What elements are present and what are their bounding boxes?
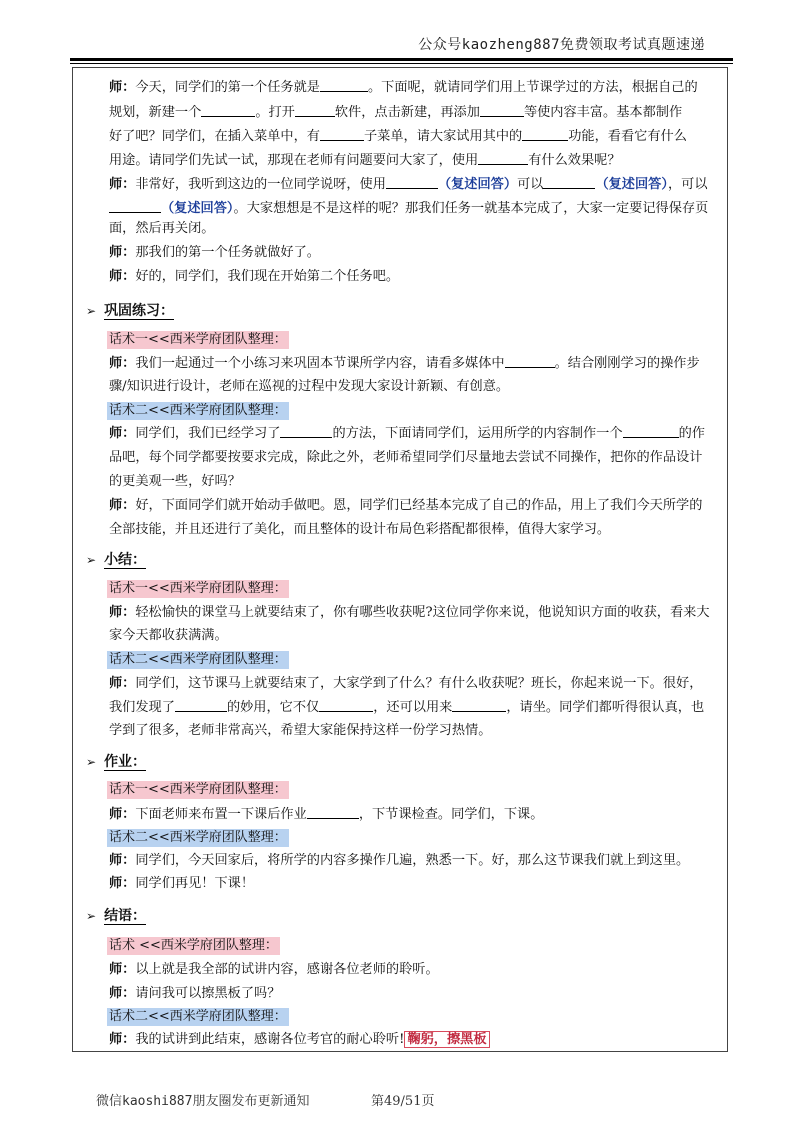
closing-line-3: 师：我的试讲到此结束，感谢各位考官的耐心聆听! 鞠躬，擦黑板 (109, 1031, 490, 1049)
arrow-icon: ➢ (86, 304, 97, 318)
blank (307, 806, 359, 819)
homework-line-3: 师：同学们再见！下课！ (109, 876, 255, 891)
blank (319, 699, 373, 712)
summary-line-1: 师：轻松愉快的课堂马上就要结束了，你有哪些收获呢?这位同学你来说，他说知识方面的收获，看来大 (109, 605, 710, 620)
blank (280, 425, 332, 438)
summary-line-2: 家今天都收获满满。 (109, 628, 228, 643)
blank (320, 79, 368, 92)
section-summary: ➢ 小结： (86, 552, 147, 568)
blank (522, 128, 568, 141)
practice-line-5: 的更美观一些，好吗？ (109, 474, 241, 489)
blank (175, 699, 227, 712)
closing-line-1: 师：以上就是我全部的试讲内容，感谢各位老师的聆听。 (109, 962, 439, 977)
stage-direction: 鞠躬，擦黑板 (404, 1031, 489, 1048)
summary-line-5: 学到了很多，老师非常高兴，希望大家能保持这样一份学习热情。 (109, 723, 492, 738)
intro-line-4: 用途。请同学们先试一试，那现在老师有问题要问大家了，使用 有什么效果呢？ (109, 153, 621, 168)
blank (543, 176, 595, 189)
practice-line-7: 全部技能，并且还进行了美化，而且整体的设计布局色彩搭配都很棒，值得大家学习。 (109, 522, 611, 537)
blank (109, 200, 161, 213)
homework-line-2: 师：同学们，今天回家后，将所学的内容多操作几遍，熟悉一下。好，那么这节课我们就上到这里。 (109, 853, 690, 868)
page-number: 第49/51页 (371, 1094, 435, 1109)
header-text: 公众号kaozheng887免费领取考试真题速递 (418, 37, 705, 53)
blank (480, 104, 524, 117)
closing-line-2: 师：请问我可以擦黑板了吗？ (109, 986, 281, 1001)
practice-line-6: 师：好，下面同学们就开始动手做吧。恩，同学们已经基本完成了自己的作品，用上了我们今天所学的 (109, 498, 703, 513)
blank (201, 104, 255, 117)
blank (295, 104, 335, 117)
practice-line-3: 师：同学们，我们已经学习了 的方法，下面请同学们，运用所学的内容制作一个 的作 (109, 426, 705, 441)
footer-wechat-note: 微信kaoshi887朋友圈发布更新通知 (96, 1094, 310, 1109)
section-closing: ➢ 结语： (86, 908, 147, 924)
script-tag-1: 话术 <<西米学府团队整理： (109, 938, 278, 953)
intro-line-9: 师：好的，同学们，我们现在开始第二个任务吧。 (109, 269, 400, 284)
script-tag-2: 话术二<<西米学府团队整理： (109, 403, 287, 418)
blank (320, 128, 364, 141)
summary-line-3: 师：同学们，这节课马上就要结束了，大家学到了什么？有什么收获呢？班长，你起来说一下。很好， (109, 676, 703, 691)
header-rule-thick (70, 58, 733, 61)
intro-line-6: （复述回答）。大家想想是不是这样的呢？那我们任务一就基本完成了，大家一定要记得保存页 (109, 200, 708, 218)
arrow-icon: ➢ (86, 909, 97, 923)
practice-line-4: 品吧，每个同学都要按要求完成，除此之外，老师希望同学们尽量地去尝试不同操作，把你的作品设计 (109, 450, 703, 465)
script-tag-1: 话术一<<西米学府团队整理： (109, 782, 287, 797)
intro-line-7: 面，然后再关闭。 (109, 221, 215, 236)
section-homework: ➢ 作业： (86, 754, 147, 770)
intro-line-5: 师：非常好，我听到这边的一位同学说呀，使用 （复述回答）可以 （复述回答），可以 (109, 177, 708, 192)
blank (505, 355, 555, 368)
script-tag-1: 话术一<<西米学府团队整理： (109, 332, 287, 347)
summary-line-4: 我们发现了 的妙用，它不仅 ，还可以用来 ，请坐。同学们都听得很认真，也 (109, 700, 705, 715)
blank (386, 176, 438, 189)
practice-line-1: 师：我们一起通过一个小练习来巩固本节课所学内容，请看多媒体中 。结合刚刚学习的操作步 (109, 356, 700, 371)
practice-line-2: 骤/知识进行设计，老师在巡视的过程中发现大家设计新颖、有创意。 (109, 379, 510, 394)
section-practice: ➢ 巩固练习： (86, 303, 175, 319)
intro-line-1: 师：今天，同学们的第一个任务就是 。下面呢，就请同学们用上节课学过的方法，根据自己的 (109, 80, 698, 95)
intro-line-3: 好了吧？同学们，在插入菜单中，有 子菜单，请大家试用其中的 功能，看看它有什么 (109, 129, 687, 144)
arrow-icon: ➢ (86, 553, 97, 567)
script-tag-2: 话术二<<西米学府团队整理： (109, 1009, 287, 1024)
script-tag-2: 话术二<<西米学府团队整理： (109, 830, 287, 845)
intro-line-2: 规划，新建一个 。打开 软件，点击新建，再添加 等使内容丰富。基本都制作 (109, 105, 683, 120)
arrow-icon: ➢ (86, 755, 97, 769)
blank (478, 152, 528, 165)
script-tag-2: 话术二<<西米学府团队整理： (109, 652, 287, 667)
header-rule-thin (70, 63, 733, 64)
blank (623, 425, 679, 438)
script-tag-1: 话术一<<西米学府团队整理： (109, 581, 287, 596)
intro-line-8: 师：那我们的第一个任务就做好了。 (109, 245, 320, 260)
homework-line-1: 师：下面老师来布置一下课后作业 ，下节课检查。同学们，下课。 (109, 807, 544, 822)
blank (452, 699, 506, 712)
